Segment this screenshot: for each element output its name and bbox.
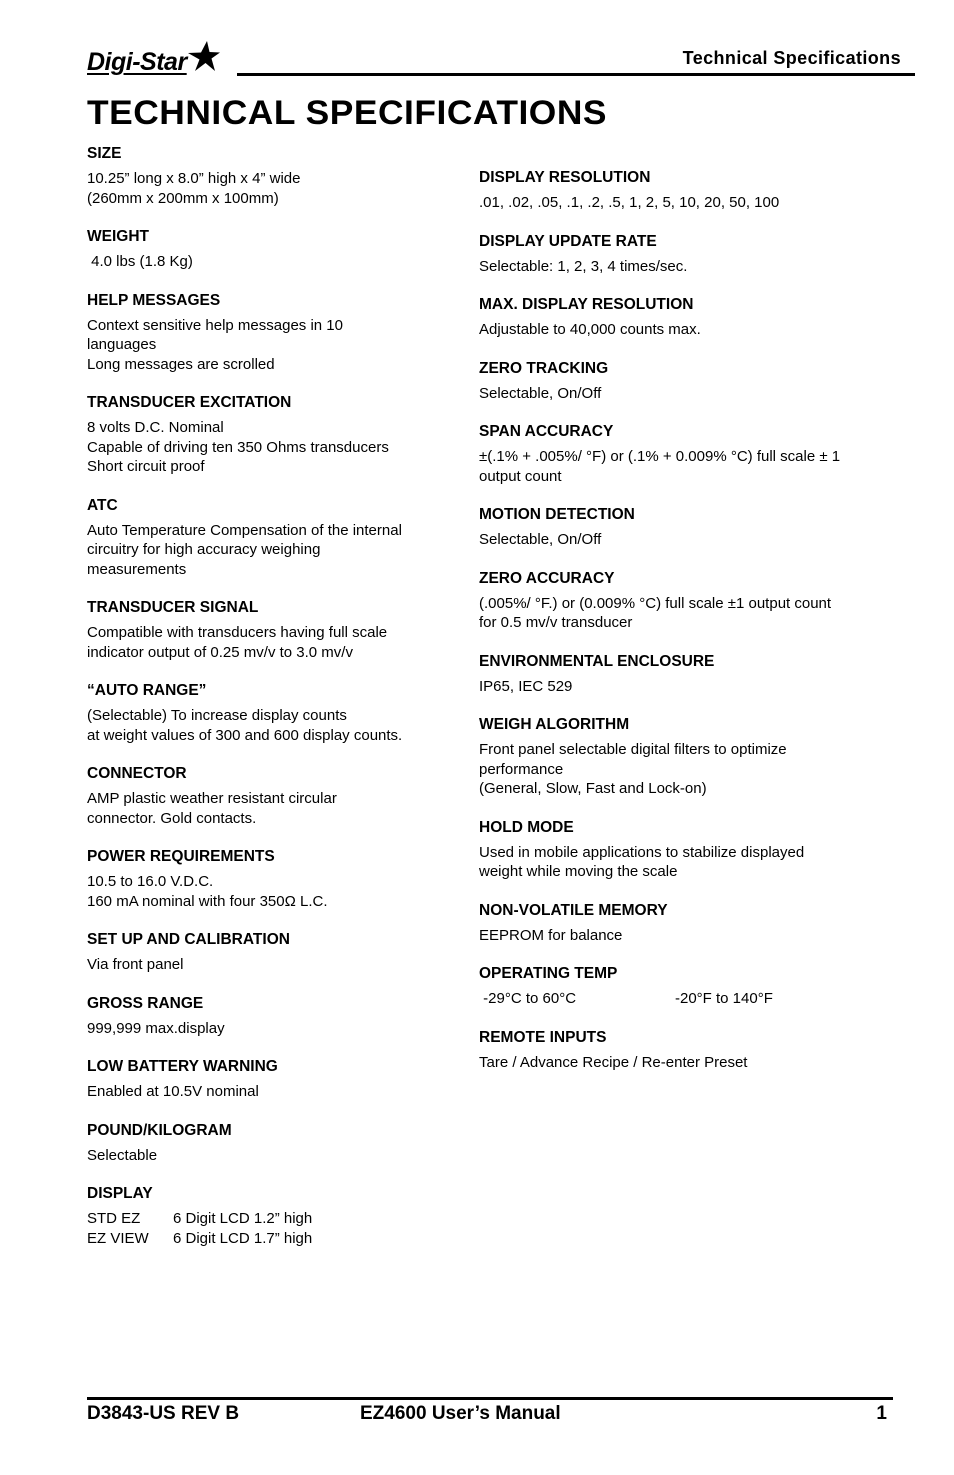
spec-block <box>87 994 457 1039</box>
spec-line: output count <box>479 467 562 485</box>
spec-block <box>87 847 457 911</box>
header-rule <box>237 73 915 76</box>
spec-line: (260mm x 200mm x 100mm) <box>87 189 279 207</box>
spec-line: Selectable, On/Off <box>479 531 602 548</box>
spec-heading: ZERO TRACKING <box>479 359 609 377</box>
footer-rule <box>87 1397 893 1400</box>
spec-heading: SIZE <box>87 145 122 162</box>
spec-heading: WEIGHT <box>87 228 149 245</box>
spec-heading: WEIGH ALGORITHM <box>479 716 630 733</box>
display-row <box>87 1209 457 1229</box>
spec-line: Enabled at 10.5V nominal <box>87 1083 259 1100</box>
spec-line: AMP plastic weather resistant circular <box>87 790 337 807</box>
spec-heading: DISPLAY RESOLUTION <box>479 169 651 186</box>
temp-celsius: -29°C to 60°C <box>479 990 577 1007</box>
spec-heading: TRANSDUCER EXCITATION <box>87 394 292 411</box>
spec-line: (General, Slow, Fast and Lock-on) <box>479 780 707 797</box>
spec-line: measurements <box>87 560 187 578</box>
spec-heading: HELP MESSAGES <box>87 291 221 309</box>
spec-block <box>479 422 899 486</box>
running-header-title: Technical Specifications <box>682 48 901 68</box>
display-value: 6 Digit LCD 1.2” high <box>173 1210 313 1227</box>
spec-heading: POUND/KILOGRAM <box>87 1121 232 1139</box>
spec-heading: MAX. DISPLAY RESOLUTION <box>479 296 694 313</box>
spec-display <box>87 1184 457 1248</box>
spec-line: Selectable, On/Off <box>479 384 602 402</box>
spec-heading: REMOTE INPUTS <box>479 1028 607 1046</box>
spec-block <box>479 295 899 340</box>
spec-block <box>87 764 457 828</box>
spec-line: performance <box>479 760 564 778</box>
spec-block <box>479 569 899 633</box>
spec-block <box>479 818 899 882</box>
spec-remote-inputs <box>479 1028 899 1073</box>
spec-heading: TRANSDUCER SIGNAL <box>87 599 259 616</box>
spec-heading: NON-VOLATILE MEMORY <box>479 901 668 919</box>
spec-heading: OPERATING TEMP <box>479 965 618 982</box>
spec-line: Via front panel <box>87 956 184 973</box>
page-header <box>87 40 915 78</box>
spec-line: Selectable <box>87 1146 158 1164</box>
spec-line: .01, .02, .05, .1, .2, .5, 1, 2, 5, 10, 20, 50, 100 <box>479 194 780 211</box>
spec-line: Compatible with transducers having full scale <box>87 624 388 641</box>
specs-right-column <box>479 168 899 1091</box>
spec-line: (Selectable) To increase display counts <box>87 707 347 724</box>
document-number: D3843-US REV B <box>87 1403 240 1424</box>
spec-line: Front panel selectable digital filters to optimize <box>479 741 787 758</box>
spec-heading: CONNECTOR <box>87 765 187 782</box>
display-model: STD EZ <box>87 1210 141 1227</box>
spec-block <box>87 291 457 375</box>
spec-block <box>87 1121 457 1166</box>
manual-title: EZ4600 User’s Manual <box>360 1403 561 1424</box>
spec-block <box>479 505 899 550</box>
spec-heading: MOTION DETECTION <box>479 506 635 523</box>
spec-line: 4.0 lbs (1.8 Kg) <box>87 253 193 270</box>
spec-block <box>87 144 457 208</box>
spec-line: Tare / Advance Recipe / Re-enter Preset <box>479 1053 748 1071</box>
temp-row <box>479 989 899 1009</box>
spec-line: ±(.1% + .005%/ °F) or (.1% + 0.009% °C) full scale ± 1 <box>479 448 841 465</box>
spec-line: circuitry for high accuracy weighing <box>87 541 321 558</box>
spec-line: connector. Gold contacts. <box>87 809 257 827</box>
spec-line: Context sensitive help messages in 10 <box>87 316 343 334</box>
display-value: 6 Digit LCD 1.7” high <box>173 1229 313 1247</box>
spec-block <box>87 1057 457 1102</box>
spec-line: EEPROM for balance <box>479 926 623 944</box>
spec-heading: DISPLAY UPDATE RATE <box>479 232 657 250</box>
display-row <box>87 1229 457 1249</box>
spec-line: 999,999 max.display <box>87 1019 225 1037</box>
star-icon <box>185 40 221 74</box>
spec-line: languages <box>87 336 157 353</box>
spec-heading: ENVIRONMENTAL ENCLOSURE <box>479 652 715 670</box>
spec-heading: DISPLAY <box>87 1185 153 1202</box>
spec-heading: “AUTO RANGE” <box>87 682 207 699</box>
logo-text: Digi-Star <box>87 48 187 76</box>
spec-heading: SET UP AND CALIBRATION <box>87 931 290 948</box>
spec-operating-temp <box>479 964 899 1009</box>
spec-block <box>479 359 899 404</box>
display-model: EZ VIEW <box>87 1229 149 1247</box>
spec-heading: ZERO ACCURACY <box>479 569 615 587</box>
spec-line: 160 mA nominal with four 350Ω L.C. <box>87 892 328 910</box>
spec-line: Adjustable to 40,000 counts max. <box>479 321 701 338</box>
spec-line: (.005%/ °F.) or (0.009% °C) full scale ±1 output count <box>479 594 832 612</box>
spec-heading: POWER REQUIREMENTS <box>87 848 275 865</box>
spec-line: Auto Temperature Compensation of the internal <box>87 521 402 539</box>
temp-fahrenheit: -20°F to 140°F <box>675 990 773 1007</box>
spec-line: indicator output of 0.25 mv/v to 3.0 mv/v <box>87 643 353 661</box>
page-title: TECHNICAL SPECIFICATIONS <box>87 94 607 132</box>
spec-heading: LOW BATTERY WARNING <box>87 1058 278 1075</box>
spec-block <box>87 598 457 662</box>
spec-block <box>479 168 899 213</box>
spec-block <box>479 232 899 277</box>
spec-heading: HOLD MODE <box>479 818 574 836</box>
spec-heading: SPAN ACCURACY <box>479 423 614 440</box>
spec-line: Selectable: 1, 2, 3, 4 times/sec. <box>479 257 688 275</box>
spec-block <box>479 652 899 697</box>
spec-line: 10.5 to 16.0 V.D.C. <box>87 873 214 890</box>
spec-line: Short circuit proof <box>87 458 205 475</box>
spec-block <box>479 901 899 946</box>
spec-line: Long messages are scrolled <box>87 355 275 373</box>
spec-heading: ATC <box>87 496 118 514</box>
spec-line: IP65, IEC 529 <box>479 677 573 695</box>
spec-block <box>87 930 457 975</box>
spec-block <box>87 496 457 580</box>
spec-block <box>87 393 457 477</box>
spec-line: weight while moving the scale <box>479 863 678 880</box>
spec-line: at weight values of 300 and 600 display counts. <box>87 726 403 744</box>
spec-line: Used in mobile applications to stabilize displayed <box>479 843 805 861</box>
spec-line: 8 volts D.C. Nominal <box>87 419 224 436</box>
page-number: 1 <box>876 1403 887 1424</box>
spec-line: 10.25” long x 8.0” high x 4” wide <box>87 170 301 187</box>
spec-heading: GROSS RANGE <box>87 994 204 1012</box>
spec-block <box>87 227 457 272</box>
spec-block <box>479 715 899 799</box>
spec-line: Capable of driving ten 350 Ohms transducers <box>87 438 389 456</box>
digi-star-logo <box>87 46 221 76</box>
spec-block <box>87 681 457 745</box>
specs-left-column <box>87 144 457 1267</box>
spec-line: for 0.5 mv/v transducer <box>479 614 633 631</box>
